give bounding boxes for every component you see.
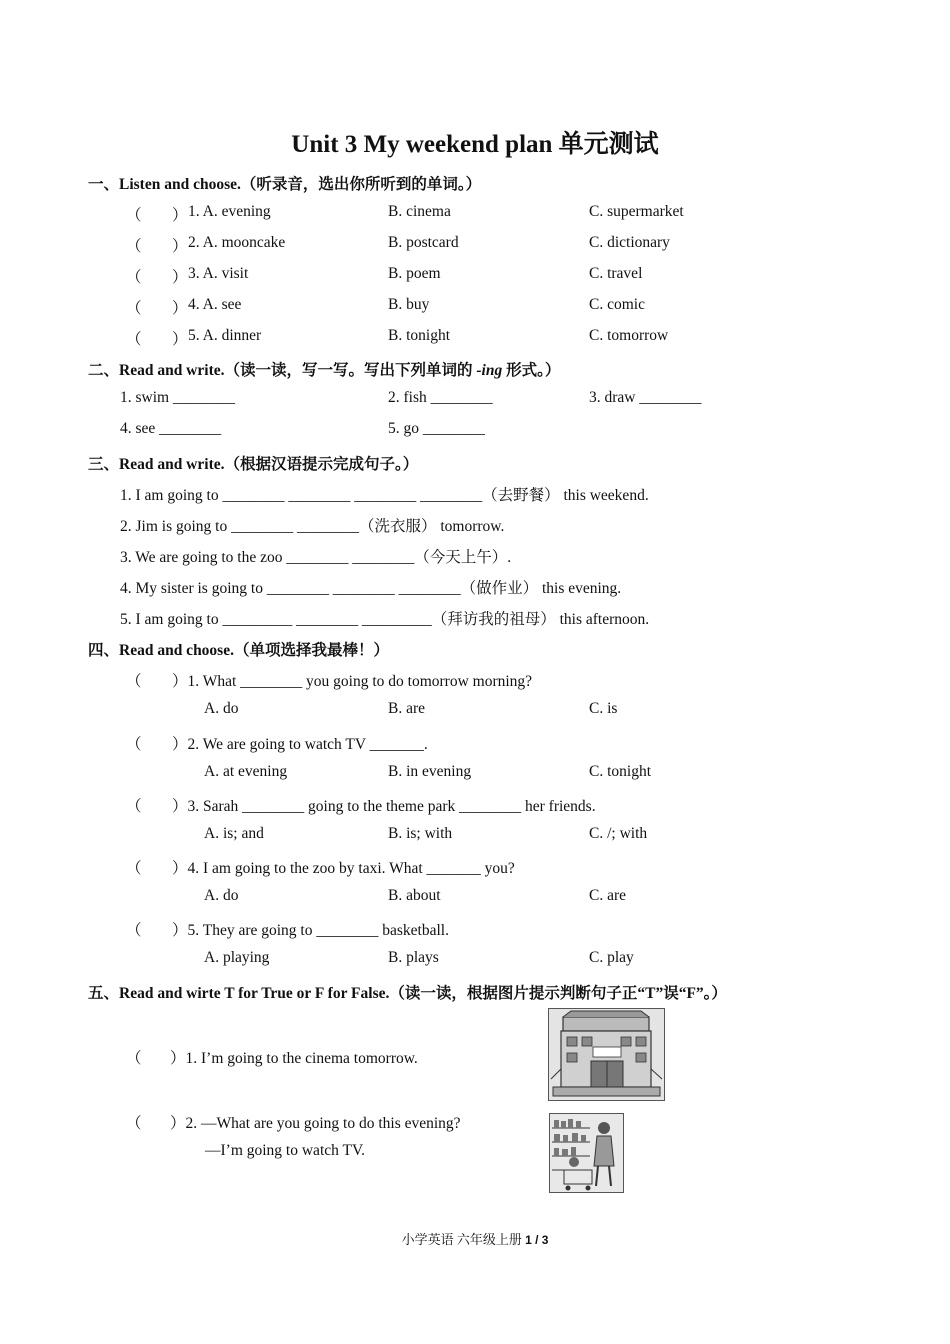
option-b: B. are — [388, 700, 426, 717]
choice-options — [0, 825, 950, 847]
paren-close: ） — [172, 331, 188, 348]
section-3-heading: 三、Read and write.（根据汉语提示完成句子。） — [88, 456, 419, 473]
answer-paren[interactable]: （ — [126, 238, 142, 255]
option-c: C. tonight — [589, 763, 652, 780]
page-number: 1 / 3 — [525, 1233, 549, 1247]
complete-sentence[interactable]: 2. Jim is going to ________ ________（洗衣服） tomorrow. — [120, 518, 505, 535]
option-b: B. poem — [388, 265, 441, 282]
section-2-text: 二、Read and write.（读一读，写一写。写出下列单词的 — [88, 362, 477, 379]
paren-close: ） — [172, 238, 188, 255]
choice-options — [0, 887, 950, 909]
listen-row — [0, 327, 950, 349]
question-text: ）4. I am going to the zoo by taxi. What _______ you? — [172, 860, 515, 877]
option-c: C. tomorrow — [589, 327, 669, 344]
question-text: ）2. —What are you going to do this evening? — [170, 1115, 461, 1132]
page-title: Unit 3 My weekend plan 单元测试 — [291, 131, 659, 158]
choice-question — [0, 669, 950, 691]
complete-sentence[interactable]: 4. My sister is going to ________ ________ ________（做作业） this evening. — [120, 580, 622, 597]
option-a: 2. A. mooncake — [188, 234, 286, 251]
tf-question — [0, 1111, 950, 1133]
question-text: ）3. Sarah ________ going to the theme park ________ her friends. — [172, 798, 596, 815]
option-b: B. tonight — [388, 327, 451, 344]
listen-row — [0, 234, 950, 256]
option-c: C. are — [589, 887, 627, 904]
complete-sentence[interactable]: 1. I am going to ________ ________ ________ ________（去野餐） this weekend. — [120, 487, 649, 504]
option-b: B. about — [388, 887, 441, 904]
option-c: C. comic — [589, 296, 645, 313]
option-b: B. buy — [388, 296, 430, 313]
option-c: C. play — [589, 949, 634, 966]
answer-paren[interactable]: （ — [126, 736, 142, 753]
option-a: A. playing — [204, 949, 270, 966]
option-c: C. /; with — [589, 825, 648, 842]
option-c: C. dictionary — [589, 234, 670, 251]
section-2-text-end: 形式。） — [502, 362, 561, 379]
answer-paren[interactable]: （ — [126, 1050, 142, 1067]
paren-close: ） — [172, 207, 188, 224]
page-footer — [0, 1229, 950, 1248]
option-a: A. do — [204, 700, 239, 717]
paren-close: ） — [172, 300, 188, 317]
choice-options — [0, 949, 950, 971]
option-b: B. postcard — [388, 234, 459, 251]
complete-sentence[interactable]: 3. We are going to the zoo ________ ________（今天上午）. — [120, 549, 512, 566]
ing-item[interactable]: 4. see ________ — [120, 420, 222, 437]
option-a: 5. A. dinner — [188, 327, 262, 344]
choice-question — [0, 918, 950, 940]
listen-row — [0, 203, 950, 225]
option-c: C. is — [589, 700, 618, 717]
choice-options — [0, 763, 950, 785]
complete-sentence[interactable]: 5. I am going to _________ ________ _________（拜访我的祖母） this afternoon. — [120, 611, 650, 628]
option-c: C. supermarket — [589, 203, 684, 220]
ing-row — [0, 389, 950, 411]
option-b: B. cinema — [388, 203, 451, 220]
cinema-illustration — [548, 1008, 665, 1101]
option-a: 1. A. evening — [188, 203, 271, 220]
option-b: B. is; with — [388, 825, 453, 842]
ing-item[interactable]: 1. swim ________ — [120, 389, 235, 406]
question-text: ）5. They are going to ________ basketball. — [172, 922, 449, 939]
option-a: A. do — [204, 887, 239, 904]
option-a: 3. A. visit — [188, 265, 249, 282]
question-text: ）1. I’m going to the cinema tomorrow. — [170, 1050, 418, 1067]
ing-item[interactable]: 5. go ________ — [388, 420, 485, 437]
answer-paren[interactable]: （ — [126, 798, 142, 815]
tf-answer-line — [0, 1142, 950, 1164]
section-4-heading: 四、Read and choose.（单项选择我最棒！） — [88, 642, 389, 659]
question-text: ）2. We are going to watch TV _______. — [172, 736, 428, 753]
answer-paren[interactable]: （ — [126, 269, 142, 286]
option-a: A. at evening — [204, 763, 288, 780]
answer-paren[interactable]: （ — [126, 922, 142, 939]
choice-question — [0, 794, 950, 816]
option-b: B. plays — [388, 949, 439, 966]
footer-text: 小学英语 六年级上册 — [401, 1232, 526, 1247]
ing-item[interactable]: 2. fish ________ — [388, 389, 493, 406]
paren-close: ） — [172, 269, 188, 286]
ing-item[interactable]: 3. draw ________ — [589, 389, 702, 406]
ing-row — [0, 420, 950, 442]
answer-paren[interactable]: （ — [126, 1115, 142, 1132]
ing-suffix: -ing — [476, 362, 503, 379]
answer-text: —I’m going to watch TV. — [205, 1142, 366, 1159]
supermarket-illustration — [549, 1113, 624, 1193]
option-c: C. travel — [589, 265, 643, 282]
answer-paren[interactable]: （ — [126, 331, 142, 348]
choice-question — [0, 856, 950, 878]
option-a: A. is; and — [204, 825, 264, 842]
listen-row — [0, 296, 950, 318]
choice-options — [0, 700, 950, 722]
section-5-heading: 五、Read and wirte T for True or F for False.（读一读，根据图片提示判断句子正“T”误“F”。） — [88, 985, 727, 1002]
answer-paren[interactable]: （ — [126, 673, 142, 690]
answer-paren[interactable]: （ — [126, 207, 142, 224]
choice-question — [0, 732, 950, 754]
section-2-heading — [88, 358, 560, 380]
question-text: ）1. What ________ you going to do tomorrow morning? — [172, 673, 533, 690]
answer-paren[interactable]: （ — [126, 300, 142, 317]
listen-row — [0, 265, 950, 287]
option-a: 4. A. see — [188, 296, 242, 313]
tf-question — [0, 1046, 950, 1068]
answer-paren[interactable]: （ — [126, 860, 142, 877]
section-1-heading: 一、Listen and choose.（听录音，选出你所听到的单词。） — [88, 176, 482, 193]
option-b: B. in evening — [388, 763, 472, 780]
